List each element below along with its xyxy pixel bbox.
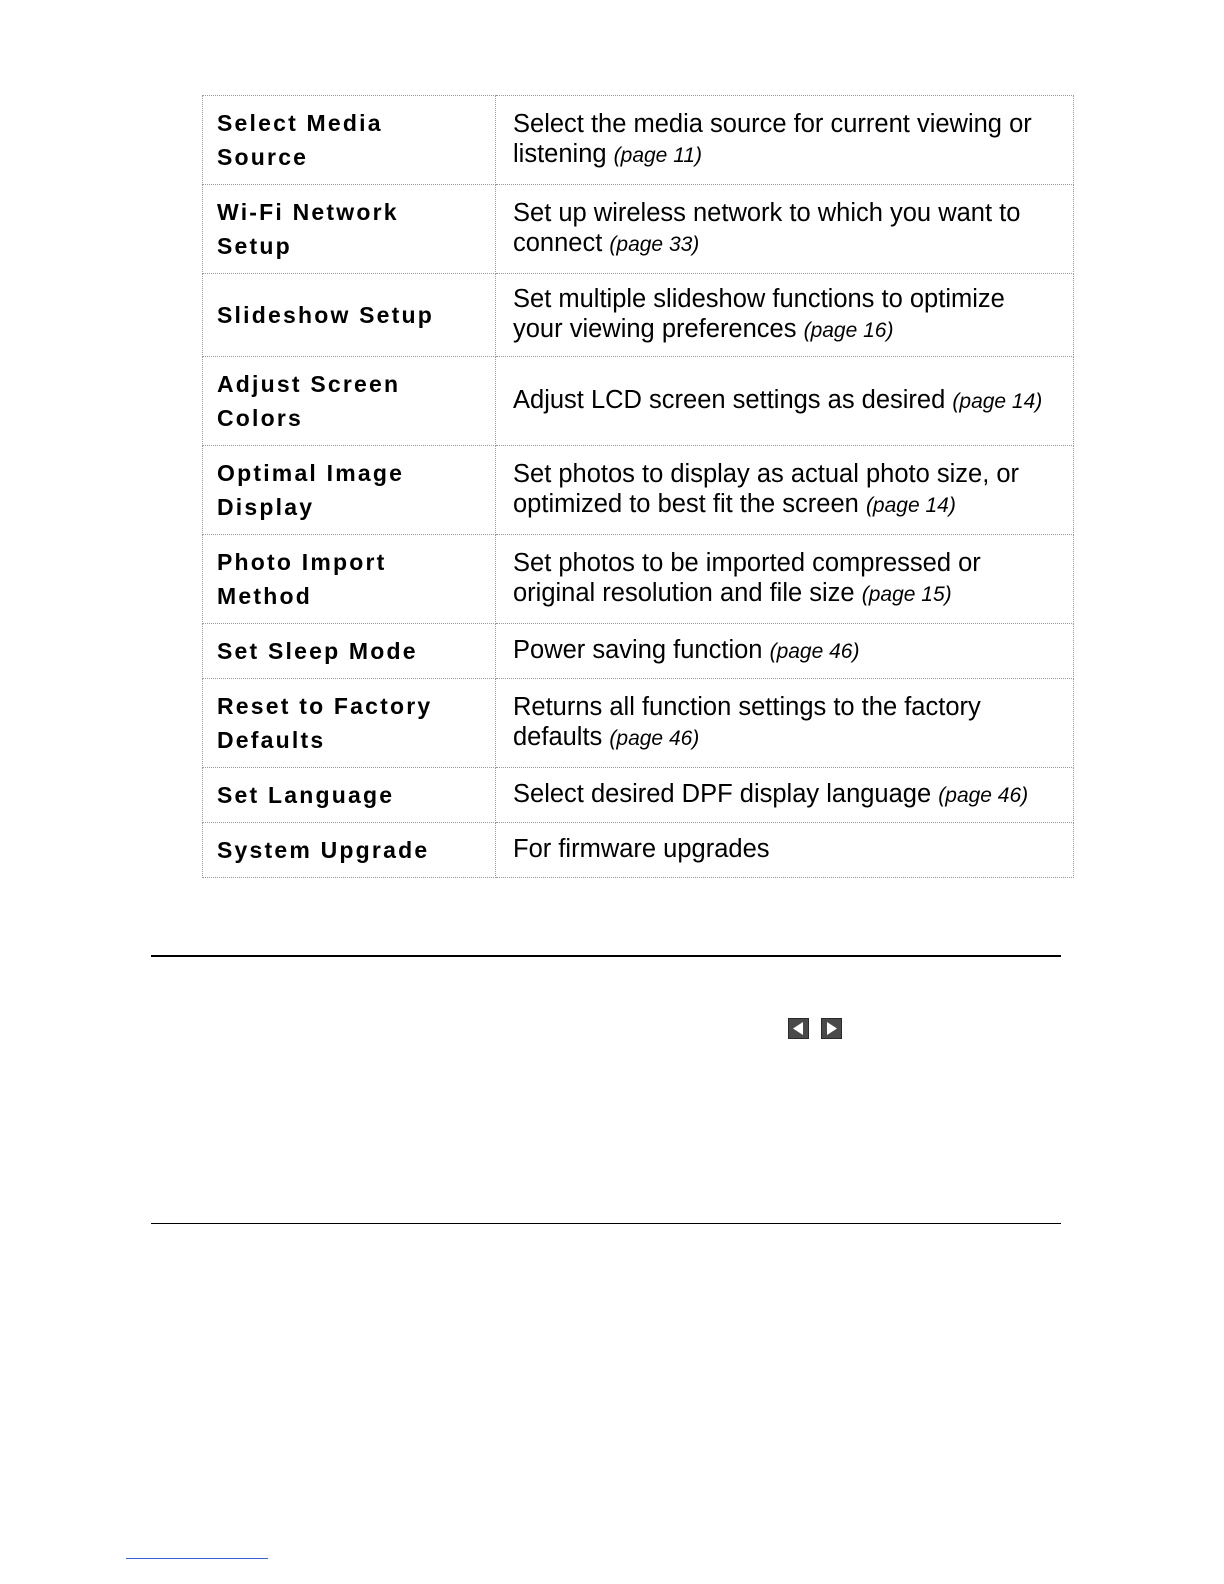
description-text: Select the media source for current viewing or listening <box>513 110 1032 168</box>
setting-description <box>496 535 1074 624</box>
previous-page-button[interactable] <box>788 1018 809 1039</box>
table-row <box>203 96 1074 185</box>
setting-name: Set Language <box>203 768 496 823</box>
setting-description <box>496 274 1074 357</box>
table-row <box>203 624 1074 679</box>
description-text: Select desired DPF display language <box>513 780 932 808</box>
triangle-right-icon <box>824 1021 839 1036</box>
settings-table <box>202 95 1074 878</box>
page-reference: (page 16) <box>803 319 894 342</box>
bottom-divider <box>151 1223 1061 1224</box>
description-text: Set multiple slideshow functions to optimize your viewing preferences <box>513 285 1005 343</box>
description-text: Set up wireless network to which you want to connect <box>513 199 1021 257</box>
setting-name: Photo Import Method <box>203 535 496 624</box>
description-text: Power saving function <box>513 636 763 664</box>
setting-description <box>496 446 1074 535</box>
description-text: Returns all function settings to the factory defaults <box>513 693 981 751</box>
setting-description <box>496 624 1074 679</box>
table-row <box>203 274 1074 357</box>
table-row <box>203 823 1074 878</box>
setting-name: Slideshow Setup <box>203 274 496 357</box>
table-row <box>203 535 1074 624</box>
description-text: Set photos to be imported compressed or original resolution and file size <box>513 549 981 607</box>
page-reference: (page 46) <box>769 640 860 663</box>
page-reference: (page 14) <box>952 390 1043 413</box>
setting-description <box>496 357 1074 446</box>
setting-name: Reset to Factory Defaults <box>203 679 496 768</box>
next-page-button[interactable] <box>821 1018 842 1039</box>
page-navigation <box>788 1018 842 1039</box>
table-row <box>203 768 1074 823</box>
page-reference: (page 46) <box>938 784 1029 807</box>
page-reference: (page 14) <box>865 494 956 517</box>
description-text: Adjust LCD screen settings as desired <box>513 386 946 414</box>
page-reference: (page 15) <box>861 583 952 606</box>
table-row <box>203 679 1074 768</box>
page-reference: (page 46) <box>609 727 700 750</box>
triangle-left-icon <box>791 1021 806 1036</box>
setting-description <box>496 679 1074 768</box>
setting-name: Wi-Fi Network Setup <box>203 185 496 274</box>
setting-description <box>496 96 1074 185</box>
setting-description <box>496 768 1074 823</box>
setting-name: Optimal Image Display <box>203 446 496 535</box>
setting-description <box>496 823 1074 878</box>
page-reference: (page 33) <box>609 233 700 256</box>
top-divider <box>151 955 1061 957</box>
table-row <box>203 446 1074 535</box>
page-reference: (page 11) <box>613 144 702 167</box>
setting-name: System Upgrade <box>203 823 496 878</box>
table-row <box>203 357 1074 446</box>
description-text: For firmware upgrades <box>513 835 770 863</box>
table-row <box>203 185 1074 274</box>
footer-link-underline[interactable] <box>126 1558 268 1559</box>
description-text: Set photos to display as actual photo size, or optimized to best fit the screen <box>513 460 1020 518</box>
setting-name: Select Media Source <box>203 96 496 185</box>
setting-name: Adjust Screen Colors <box>203 357 496 446</box>
setting-description <box>496 185 1074 274</box>
setting-name: Set Sleep Mode <box>203 624 496 679</box>
